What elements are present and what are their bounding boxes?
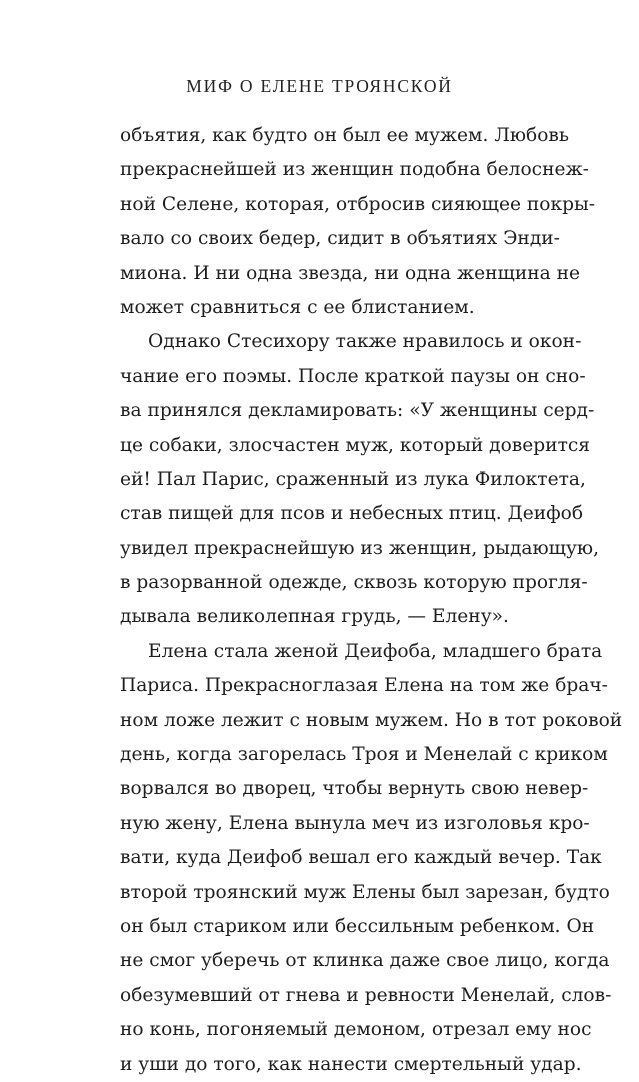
text-line: может сравниться с ее блистанием. (120, 296, 475, 318)
paragraph (120, 325, 599, 635)
text-line: не смог уберечь от клинка даже свое лицо, когда (120, 950, 610, 972)
text-line: ном ложе лежит с новым мужем. Но в тот роковой (120, 709, 623, 731)
text-line: чание его поэмы. После краткой паузы он сно- (120, 365, 586, 387)
text-line: но конь, погоняемый демоном, отрезал ему нос (120, 1019, 592, 1041)
text-line: Елена стала женой Деифоба, младшего брата (148, 640, 603, 662)
text-line: ную жену, Елена вынула меч из изголовья кро- (120, 812, 590, 834)
paragraph (120, 635, 623, 1082)
text-line: вати, куда Деифоб вешал его каждый вечер. Так (120, 847, 602, 869)
text-line: дывала великолепная грудь, — Елену». (120, 606, 509, 628)
text-line: в разорванной одежде, сквозь которую прогля- (120, 572, 588, 594)
text-line: миона. И ни одна звезда, ни одна женщина не (120, 262, 581, 284)
running-head: МИФ О ЕЛЕНЕ ТРОЯНСКОЙ (186, 76, 453, 96)
text-line: це собаки, злосчастен муж, который доверится (120, 434, 591, 456)
body-text (120, 119, 623, 1082)
text-line: он был стариком или бессильным ребенком. Он (120, 915, 595, 937)
text-line: Однако Стесихору также нравилось и окон- (148, 331, 582, 353)
text-line: ей! Пал Парис, сраженный из лука Филоктета, (120, 468, 586, 490)
text-line: став пищей для псов и небесных птиц. Деифоб (120, 503, 584, 525)
text-line: ва принялся декламировать: «У женщины серд- (120, 400, 595, 422)
text-line: объятия, как будто он был ее мужем. Любовь (120, 125, 570, 146)
text-line: прекраснейшей из женщин подобна белоснеж- (120, 159, 589, 181)
text-line: увидел прекраснейшую из женщин, рыдающую, (120, 537, 599, 559)
text-line: обезумевший от гнева и ревности Менелай, слов- (120, 984, 612, 1006)
text-line: второй троянский муж Елены был зарезан, будто (120, 881, 610, 903)
text-line: ной Селене, которая, отбросив сияющее покры- (120, 193, 596, 215)
text-line: и уши до того, как нанести смертельный удар. (120, 1053, 582, 1075)
text-line: Париса. Прекрасноглазая Елена на том же брач- (120, 675, 608, 697)
paragraph (120, 119, 596, 325)
text-line: день, когда загорелась Троя и Менелай с криком (120, 744, 608, 766)
text-line: вало со своих бедер, сидит в объятиях Энди- (120, 228, 560, 250)
text-line: ворвался во дворец, чтобы вернуть свою невер- (120, 778, 589, 800)
